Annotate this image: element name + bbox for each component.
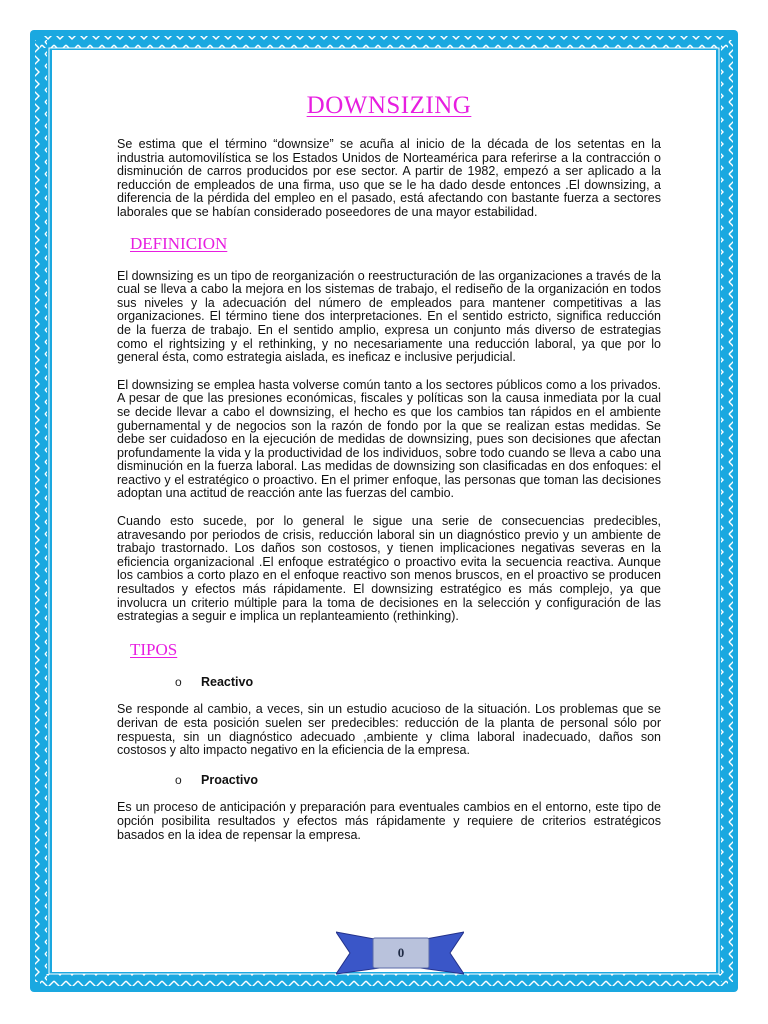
tipo-text-reactivo: Se responde al cambio, a veces, sin un estudio acucioso de la situación. Los problemas que se derivan de esta posición suelen ser predecibles: reducción de la planta de personal sólo por respuesta, sin un diagnóstico adecuado ,ambiente y clima laboral inadecuado, daños son costosos y alto impacto negativo en la eficiencia de la empresa. <box>117 702 661 758</box>
bullet-circle-icon: o <box>175 772 182 787</box>
definicion-paragraph-3: Cuando esto sucede, por lo general le sigue una serie de consecuencias predecibles, atravesando por periodos de crisis, reducción laboral sin un diagnóstico previo y un ambiente de trabajo trastornado. Los daños son costosos, y tienen implicaciones negativas severas en la eficiencia organizacional .El enfoque estratégico o proactivo evita la secuencia reactiva. Aunque los cambios a corto plazo en el enfoque reactivo son menos bruscos, en el proactivo se producen resultados y efectos más rápidamente. El downsizing estratégico es más complejo, ya que involucra un criterio múltiple para la toma de decisiones en la selección y configuración de las estrategias a seguir e implica un replanteamiento (rethinking). <box>117 514 661 624</box>
tipo-label-proactivo: Proactivo <box>201 772 258 787</box>
list-item-reactivo <box>175 676 661 690</box>
section-heading-definicion: DEFINICION <box>130 233 228 253</box>
intro-paragraph: Se estima que el término “downsize” se acuña al inicio de la década de los setentas en la industria automovilística se los Estados Unidos de Norteamérica para referirse a la contracción o disminución de carros producidos por ese sector. A partir de 1982, empezó a ser aplicado a la reducción de empleados de una firma, uso que se le ha dado desde entonces .El downsizing, a diferencia de la pérdida del empleo en el pasado, está afectando con bastante fuerza a sectores laborales que se habían considerado poseedores de una mayor estabilidad. <box>117 137 661 219</box>
page-number: 0 <box>397 945 405 960</box>
tipo-label-reactivo: Reactivo <box>201 674 254 689</box>
document-title: DOWNSIZING <box>306 92 472 119</box>
document-body <box>117 92 661 842</box>
section-heading-tipos: TIPOS <box>130 639 178 659</box>
tipo-text-proactivo: Es un proceso de anticipación y preparación para eventuales cambios en el entorno, este tipo de opción posibilita resultados y efectos más rápidamente y requiere de criterios estratégicos basados en la idea de repensar la empresa. <box>117 800 661 842</box>
definicion-paragraph-2: El downsizing se emplea hasta volverse común tanto a los sectores públicos como a los privados. A pesar de que las presiones económicas, fiscales y políticas son la causa inmediata por la cual se decide llevar a cabo el downsizing, el hecho es que los cambios tan rápidos en el ambiente gubernamental y de negocios son la razón de fondo por la que se realizan estas medidas. Se debe ser cuidadoso en la ejecución de medidas de downsizing, pues son decisiones que afectan profundamente la vida y la productividad de los individuos, sobre todo cuando se lleva a cabo una disminución en la fuerza laboral. Las medidas de downsizing son clasificadas en dos enfoques: el reactivo y el estratégico o proactivo. En el primer enfoque, las personas que toman las decisiones adoptan una actitud de reacción ante las fuerzas del cambio. <box>117 377 661 501</box>
list-item-proactivo <box>175 774 661 788</box>
bullet-circle-icon: o <box>175 674 182 689</box>
definicion-paragraph-1: El downsizing es un tipo de reorganización o reestructuración de las organizaciones a través de la cual se lleva a cabo la mejora en los sistemas de trabajo, el rediseño de la organización en todos sus niveles y la adecuación del número de empleados para mantener competitivas a las organizaciones. El término tiene dos interpretaciones. En el sentido estricto, significa reducción de la fuerza de trabajo. En el sentido amplio, expresa un conjunto más diverso de estrategias como el rightsizing y el rethinking, y no necesariamente una reducción laboral, ya que por lo general ésta, como estrategia aislada, es ineficaz e inclusive perjudicial. <box>117 268 661 365</box>
